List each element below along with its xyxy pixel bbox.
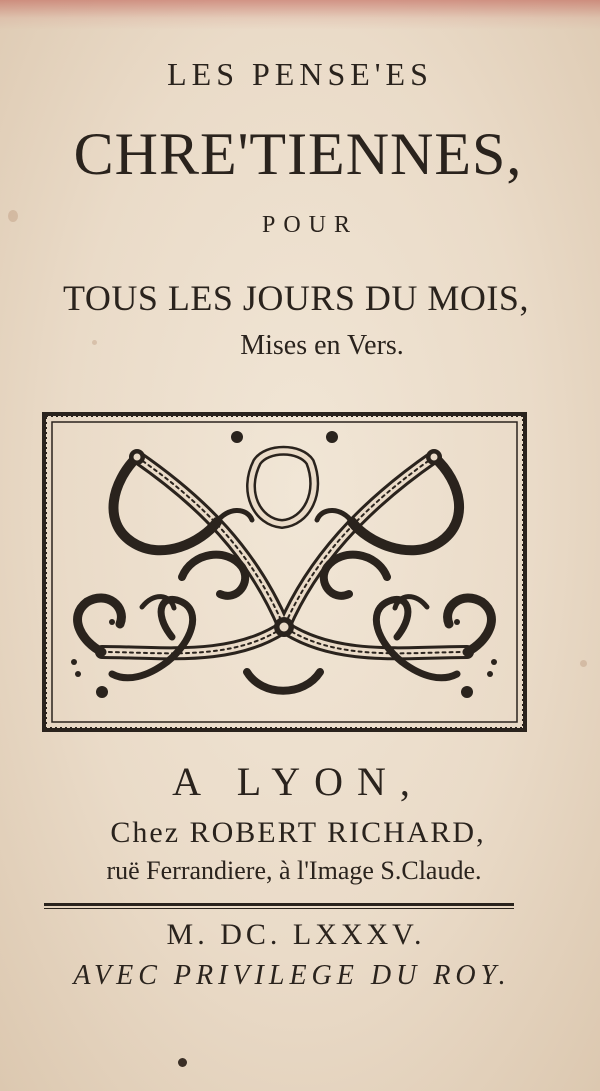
title-line-2: CHRE'TIENNES,	[73, 121, 523, 187]
red-stain	[0, 0, 600, 30]
title-line-5: Mises en Vers.	[240, 330, 404, 361]
publication-date: M. DC. LXXXV.	[166, 918, 426, 951]
royal-privilege: AVEC PRIVILEGE DU ROY.	[73, 960, 511, 991]
title-line-3: POUR	[261, 212, 359, 238]
ornament-woodcut-icon	[42, 412, 527, 732]
signature-dot-icon	[178, 1058, 187, 1067]
imprint-city: A LYON,	[172, 759, 424, 804]
imprint-address: ruë Ferrandiere, à l'Image S.Claude.	[106, 856, 482, 885]
imprint-printer: Chez ROBERT RICHARD,	[110, 816, 486, 849]
divider-rule-thin	[44, 908, 514, 909]
foxing-spot	[580, 660, 587, 667]
title-line-1: LES PENSE'ES	[167, 56, 433, 92]
divider-rule	[44, 903, 514, 906]
title-line-4: TOUS LES JOURS DU MOIS,	[63, 278, 529, 318]
